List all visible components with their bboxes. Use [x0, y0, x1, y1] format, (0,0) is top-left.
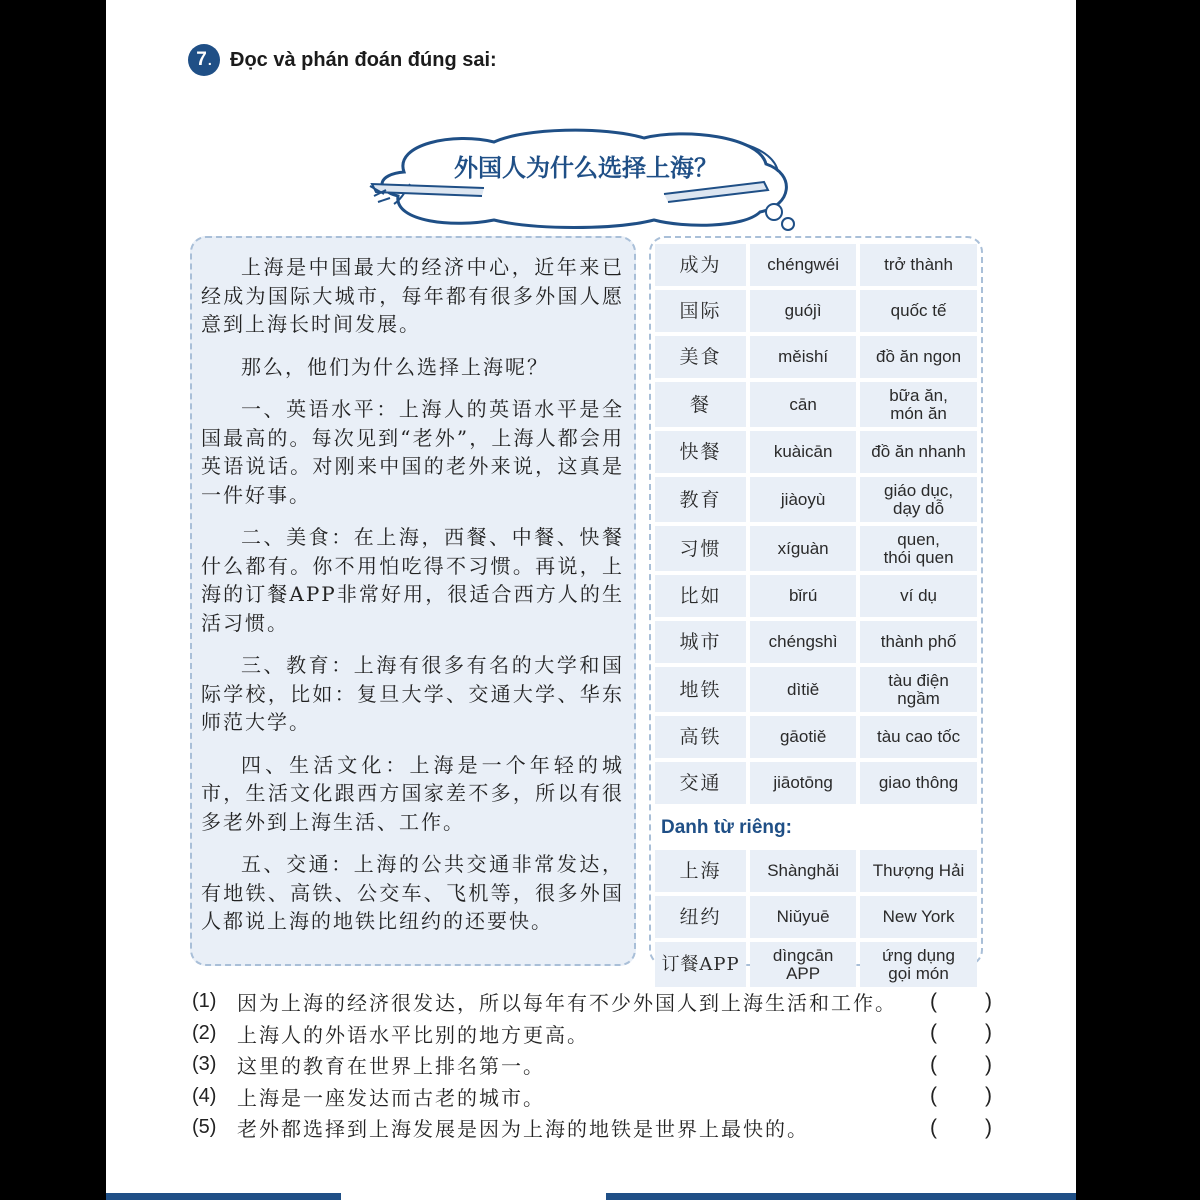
vocab-pinyin: kuàicān: [750, 431, 856, 473]
proper-noun-pinyin: Shànghǎi: [750, 850, 856, 892]
vocab-meaning: đồ ăn nhanh: [860, 431, 977, 473]
question-number: (1): [192, 990, 217, 1013]
vocab-meaning: giao thông: [860, 762, 977, 804]
vocab-meaning: [860, 382, 977, 427]
vocab-meaning: quốc tế: [860, 290, 977, 332]
question-number: (2): [192, 1021, 217, 1044]
proper-noun-hanzi: 订餐APP: [655, 942, 746, 987]
vocab-hanzi: 美食: [655, 336, 746, 378]
vocab-meaning: ví dụ: [860, 575, 977, 617]
answer-blank[interactable]: [930, 1053, 992, 1077]
vocab-pinyin: xíguàn: [750, 526, 856, 571]
vocab-pinyin: měishí: [750, 336, 856, 378]
exercise-number: 7: [196, 49, 207, 70]
vocab-pinyin: dìtiě: [750, 667, 856, 712]
proper-noun-hanzi: 上海: [655, 850, 746, 892]
proper-noun-meaning-line: gọi món: [888, 963, 949, 983]
paren-open: (: [930, 1115, 937, 1139]
reading-paragraph: 四、生活文化：上海是一个年轻的城市，生活文化跟西方国家差不多，所以有很多老外到上海生活、工作。: [201, 752, 624, 834]
answer-blank[interactable]: [930, 990, 992, 1014]
vocab-meaning-line: món ăn: [890, 403, 947, 423]
vocab-hanzi: 教育: [655, 477, 746, 522]
vocab-pinyin: guójì: [750, 290, 856, 332]
proper-nouns-label: Danh từ riêng:: [661, 817, 792, 838]
proper-noun-pinyin: [750, 942, 856, 987]
proper-noun-row: [655, 850, 977, 892]
reading-paragraph: 上海是中国最大的经济中心，近年来已经成为国际大城市，每年都有很多外国人愿意到上海长时间发展。: [201, 255, 624, 336]
question-text: 上海是一座发达而古老的城市。: [237, 1085, 545, 1110]
vocab-row: [655, 621, 977, 663]
vocab-meaning: [860, 526, 977, 571]
proper-noun-meaning: New York: [860, 896, 977, 938]
reading-paragraph: 五、交通：上海的公共交通非常发达，有地铁、高铁、公交车、飞机等，很多外国人都说上海的地铁比纽约的还要快。: [201, 852, 624, 933]
vocab-meaning-line: dạy dỗ: [893, 498, 945, 518]
vocab-meaning-line: ngầm: [897, 688, 940, 708]
reading-paragraph: 那么，他们为什么选择上海呢？: [241, 354, 549, 379]
vocab-meaning-line: thói quen: [883, 547, 954, 567]
paren-close: ): [985, 1021, 992, 1045]
reading-passage: [190, 236, 636, 966]
vocab-pinyin: jiāotōng: [750, 762, 856, 804]
paren-close: ): [985, 1115, 992, 1139]
vocab-hanzi: 比如: [655, 575, 746, 617]
question-item: [192, 1081, 992, 1113]
proper-noun-pinyin-line: APP: [786, 963, 821, 983]
question-text: 因为上海的经济很发达，所以每年有不少外国人到上海生活和工作。: [237, 991, 897, 1016]
reading-title: 外国人为什么选择上海？: [454, 152, 718, 182]
proper-noun-row: [655, 942, 977, 987]
vocab-meaning: tàu cao tốc: [860, 716, 977, 758]
question-text: 这里的教育在世界上排名第一。: [237, 1054, 545, 1079]
proper-noun-hanzi: 纽约: [655, 896, 746, 938]
question-item: [192, 1112, 992, 1144]
proper-noun-pinyin: Niǔyuē: [750, 896, 856, 938]
question-text: 上海人的外语水平比别的地方更高。: [237, 1022, 589, 1047]
vocab-row: [655, 244, 977, 286]
proper-noun-meaning: Thượng Hải: [860, 850, 977, 892]
question-item: [192, 986, 992, 1018]
vocab-hanzi: 成为: [655, 244, 746, 286]
question-item: [192, 1049, 992, 1081]
footer-bar-right: [606, 1193, 1076, 1200]
question-number: (5): [192, 1116, 217, 1139]
vocab-row: [655, 290, 977, 332]
vocab-pinyin: gāotiě: [750, 716, 856, 758]
proper-noun-meaning: [860, 942, 977, 987]
vocab-pinyin: chéngwéi: [750, 244, 856, 286]
vocab-meaning: trở thành: [860, 244, 977, 286]
paren-close: ): [985, 1084, 992, 1108]
vocab-meaning-line: giáo dục,: [884, 480, 954, 500]
question-number: (3): [192, 1053, 217, 1076]
proper-noun-row: [655, 896, 977, 938]
vocab-hanzi: 高铁: [655, 716, 746, 758]
true-false-questions: [192, 986, 992, 1144]
proper-noun-meaning-line: ứng dụng: [882, 945, 955, 965]
vocab-row: [655, 336, 977, 378]
reading-paragraph: 三、教育：上海有很多有名的大学和国际学校，比如：复旦大学、交通大学、华东师范大学。: [201, 653, 624, 734]
footer-bar-left: [106, 1193, 341, 1200]
vocab-hanzi: 交通: [655, 762, 746, 804]
vocab-meaning-line: bữa ăn,: [889, 385, 948, 405]
vocab-meaning: [860, 477, 977, 522]
vocab-meaning: [860, 667, 977, 712]
answer-blank[interactable]: [930, 1084, 992, 1108]
vocab-row: [655, 477, 977, 522]
vocab-meaning-line: tàu điện: [888, 670, 949, 690]
vocab-row: [655, 382, 977, 427]
vocab-row: [655, 762, 977, 804]
vocab-row: [655, 716, 977, 758]
paren-open: (: [930, 1052, 937, 1076]
vocab-row: [655, 667, 977, 712]
vocab-hanzi: 城市: [655, 621, 746, 663]
vocab-hanzi: 地铁: [655, 667, 746, 712]
vocab-hanzi: 餐: [655, 382, 746, 427]
vocab-meaning: thành phố: [860, 621, 977, 663]
proper-noun-pinyin-line: dìngcān: [772, 945, 834, 965]
question-item: [192, 1018, 992, 1050]
vocabulary-table: [649, 236, 983, 983]
exercise-instruction: Đọc và phán đoán đúng sai:: [230, 48, 497, 71]
textbook-page: [106, 0, 1076, 1200]
vocab-hanzi: 快餐: [655, 431, 746, 473]
exercise-number-badge: 7 .: [188, 44, 220, 76]
vocab-row: [655, 431, 977, 473]
question-number: (4): [192, 1084, 217, 1107]
vocab-meaning-line: quen,: [897, 529, 940, 549]
paren-close: ): [985, 989, 992, 1013]
vocab-pinyin: chéngshì: [750, 621, 856, 663]
answer-blank[interactable]: [930, 1116, 992, 1140]
vocab-pinyin: cān: [750, 382, 856, 427]
vocab-hanzi: 习惯: [655, 526, 746, 571]
vocab-row: [655, 575, 977, 617]
paren-open: (: [930, 1084, 937, 1108]
paren-open: (: [930, 1021, 937, 1045]
vocab-meaning: đồ ăn ngon: [860, 336, 977, 378]
vocab-pinyin: bǐrú: [750, 575, 856, 617]
paren-open: (: [930, 989, 937, 1013]
vocab-row: [655, 526, 977, 571]
answer-blank[interactable]: [930, 1021, 992, 1045]
paren-close: ): [985, 1052, 992, 1076]
question-text: 老外都选择到上海发展是因为上海的地铁是世界上最快的。: [237, 1117, 809, 1142]
reading-paragraph: 二、美食：在上海，西餐、中餐、快餐什么都有。你不用怕吃得不习惯。再说，上海的订餐APP非常好用，很适合西方人的生活习惯。: [201, 525, 624, 635]
vocab-pinyin: jiàoyù: [750, 477, 856, 522]
exercise-heading: [188, 42, 497, 78]
reading-paragraph: 一、英语水平：上海人的英语水平是全国最高的。每次见到“老外”，上海人都会用英语说话。对刚来中国的老外来说，这真是一件好事。: [201, 397, 624, 507]
vocab-hanzi: 国际: [655, 290, 746, 332]
